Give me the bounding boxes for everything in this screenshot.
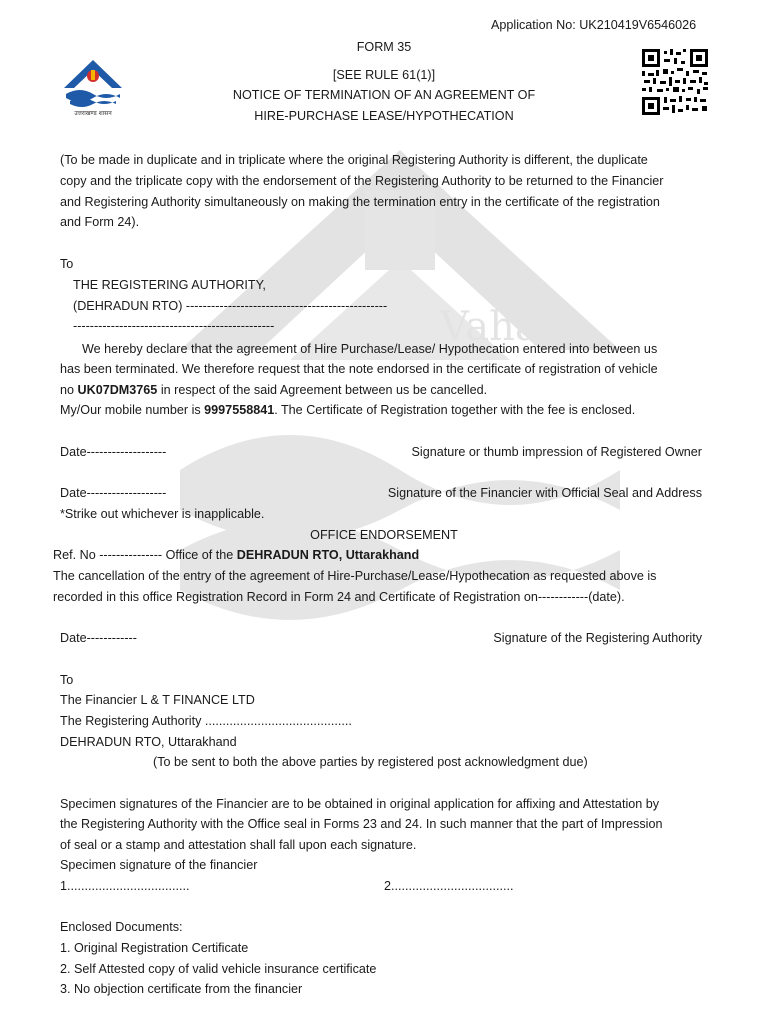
notice-title-line-2: HIRE-PURCHASE LEASE/HYPOTHECATION [254, 109, 514, 123]
owner-signature-label: Signature or thumb impression of Registered Owner [411, 445, 702, 459]
address-rto: (DEHRADUN RTO) ------------------------------------------------ [73, 299, 388, 313]
recipient-rto: DEHRADUN RTO, Uttarakhand [60, 735, 237, 749]
declaration-line-1: We hereby declare that the agreement of Hire Purchase/Lease/ Hypothecation entered into between us [82, 342, 658, 356]
date-field-2: Date------------------- [60, 486, 167, 500]
vehicle-number: UK07DM3765 [77, 383, 158, 397]
intro-line-3: and Registering Authority simultaneously on making the termination entry in the certificate of the registration [60, 195, 660, 209]
endorsement-office: DEHRADUN RTO, Uttarakhand [236, 548, 420, 562]
address-dashes: ------------------------------------------------ [73, 319, 275, 333]
form-title: FORM 35 [356, 40, 412, 54]
notice-title-line-1: NOTICE OF TERMINATION OF AN AGREEMENT OF [232, 88, 536, 102]
enclosed-title: Enclosed Documents: [60, 920, 183, 934]
intro-line-1: (To be made in duplicate and in triplicate where the original Registering Authority is different, the duplicate [60, 153, 648, 167]
declaration-line-3: no UK07DM3765 in respect of the said Agreement between us be cancelled. [60, 383, 488, 397]
financier-signature-label: Signature of the Financier with Official Seal and Address [387, 486, 702, 500]
endorsement-line-1: The cancellation of the entry of the agreement of Hire-Purchase/Lease/Hypothecation as requested above is [53, 569, 657, 583]
recipients-to: To [60, 673, 74, 687]
date-field-1: Date------------------- [60, 445, 167, 459]
intro-line-2: copy and the triplicate copy with the endorsement of the Registering Authority to be returned to the Financier [60, 174, 664, 188]
watermark-text: Vahan [440, 304, 565, 350]
endorsement-line-2: recorded in this office Registration Record in Form 24 and Certificate of Registration on------------(date). [53, 590, 625, 604]
enclosed-list [60, 938, 376, 1000]
specimen-line-1: Specimen signatures of the Financier are to be obtained in original application for affixing and Attestation by [60, 797, 660, 811]
address-to: To [60, 257, 74, 271]
intro-line-4: and Form 24). [60, 215, 140, 229]
authority-signature-label: Signature of the Registering Authority [493, 631, 702, 645]
specimen-line-2: the Registering Authority with the Office seal in Forms 23 and 24. In such manner that the part of Impression [60, 817, 663, 831]
strike-note: *Strike out whichever is inapplicable. [60, 507, 265, 521]
application-number: Application No: UK210419V6546026 [491, 18, 697, 32]
enclosed-item: 2. Self Attested copy of valid vehicle insurance certificate [60, 961, 377, 976]
recipient-financier: The Financier L & T FINANCE LTD [60, 693, 255, 707]
specimen-signature-1: 1................................... [60, 879, 190, 893]
logo-caption: उत्तराखण्ड शासन [74, 110, 112, 117]
specimen-signature-2: 2................................... [384, 879, 514, 893]
recipient-authority: The Registering Authority .......................................... [60, 714, 352, 728]
specimen-line-4: Specimen signature of the financier [60, 858, 258, 872]
endorsement-ref: Ref. No --------------- Office of the DEHRADUN RTO, Uttarakhand [53, 548, 420, 562]
enclosed-item: 1. Original Registration Certificate [60, 941, 249, 955]
address-authority: THE REGISTERING AUTHORITY, [73, 278, 266, 292]
mobile-number: 9997558841 [204, 403, 275, 417]
enclosed-item: 3. No objection certificate from the financier [60, 982, 303, 997]
office-endorsement-title: OFFICE ENDORSEMENT [310, 528, 458, 542]
rule-reference: [SEE RULE 61(1)] [332, 68, 436, 82]
qr-code [640, 47, 710, 117]
specimen-line-3: of seal or a stamp and attestation shall fall upon each signature. [60, 838, 417, 852]
declaration-line-2: has been terminated. We therefore request that the note endorsed in the certificate of registration of vehicle [60, 362, 658, 376]
endorsement-date: Date------------ [60, 631, 137, 645]
declaration-line-4: My/Our mobile number is 9997558841. The Certificate of Registration together with the fee is enclosed. [60, 403, 636, 417]
recipients-note: (To be sent to both the above parties by registered post acknowledgment due) [153, 755, 588, 769]
